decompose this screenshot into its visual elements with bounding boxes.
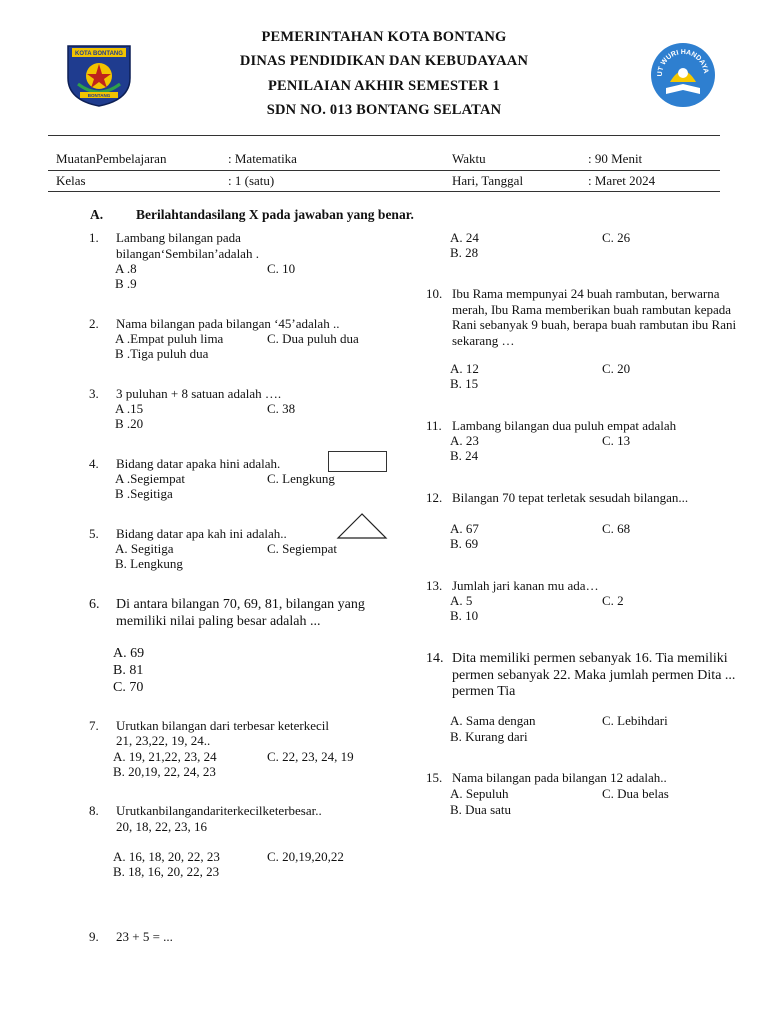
- option-a[interactable]: A. 19, 21,22, 23, 24: [113, 749, 217, 764]
- question-12: [426, 490, 756, 554]
- question-9-options: [426, 230, 746, 262]
- option-b[interactable]: B. 10: [450, 608, 479, 623]
- subject-label: MuatanPembelajaran: [56, 151, 167, 166]
- option-a[interactable]: A. 24: [450, 230, 479, 245]
- option-b[interactable]: B .20: [115, 416, 144, 431]
- option-c[interactable]: C. 20,19,20,22: [267, 849, 344, 864]
- time-value: : 90 Menit: [588, 151, 643, 166]
- option-c[interactable]: C. 2: [602, 593, 624, 608]
- option-c[interactable]: C. Lebihdari: [602, 713, 668, 728]
- question-text: Di antara bilangan 70, 69, 81, bilangan yang memiliki nilai paling besar adalah ...: [116, 597, 365, 629]
- class-label: Kelas: [56, 173, 86, 188]
- option-b[interactable]: B. 18, 16, 20, 22, 23: [113, 864, 220, 879]
- class-value: : 1 (satu): [228, 173, 275, 188]
- option-b[interactable]: B. 28: [450, 245, 479, 260]
- question-number: 8.: [89, 803, 99, 818]
- option-c[interactable]: C. 26: [602, 230, 631, 245]
- option-a[interactable]: A. 69: [113, 646, 145, 661]
- question-text: Nama bilangan pada bilangan 12 adalah..: [452, 770, 667, 785]
- question-text: Lambang bilangan dua puluh empat adalah: [452, 418, 677, 433]
- question-number: 5.: [89, 526, 99, 541]
- question-9: [89, 929, 399, 949]
- logo-right-label: UT WURI HANDAYA: [656, 48, 710, 77]
- option-c[interactable]: C. 10: [267, 261, 296, 276]
- question-text: Urutkanbilangandariterkecilketerbesar..: [116, 803, 322, 818]
- question-text: Bidang datar apaka hini adalah.: [116, 456, 281, 471]
- option-b[interactable]: B. 20,19, 22, 24, 23: [113, 764, 216, 779]
- option-a[interactable]: A. 16, 18, 20, 22, 23: [113, 849, 220, 864]
- question-text: 3 puluhan + 8 satuan adalah ….: [116, 386, 282, 401]
- question-text: Nama bilangan pada bilangan ‘45’adalah ..: [116, 316, 340, 331]
- question-number: 15.: [426, 770, 443, 785]
- option-c[interactable]: C. 70: [113, 680, 144, 695]
- option-c[interactable]: C. Segiempat: [267, 541, 338, 556]
- question-number: 12.: [426, 490, 443, 505]
- option-a[interactable]: A. Sama dengan: [450, 713, 536, 728]
- question-2: [89, 316, 399, 364]
- option-b[interactable]: B. 15: [450, 376, 479, 391]
- time-label: Waktu: [452, 151, 486, 166]
- header-line-1: PEMERINTAHAN KOTA BONTANG: [261, 29, 507, 45]
- option-c[interactable]: C. 68: [602, 521, 631, 536]
- header-line-2: DINAS PENDIDIKAN DAN KEBUDAYAAN: [239, 53, 529, 69]
- option-b[interactable]: B .Segitiga: [115, 486, 173, 501]
- option-b[interactable]: B .Tiga puluh dua: [115, 346, 209, 361]
- option-a[interactable]: A. Segitiga: [115, 541, 174, 556]
- option-a[interactable]: A. 12: [450, 361, 479, 376]
- option-a[interactable]: A .Segiempat: [115, 471, 186, 486]
- question-number: 6.: [89, 597, 100, 612]
- question-text: Lambang bilangan pada bilangan‘Sembilan’adalah .: [116, 230, 259, 261]
- option-c[interactable]: C. 20: [602, 361, 631, 376]
- option-b[interactable]: B. 81: [113, 663, 144, 678]
- option-a[interactable]: A .Empat puluh lima: [115, 331, 224, 346]
- header-line-4: SDN NO. 013 BONTANG SELATAN: [266, 102, 502, 118]
- question-text-line-2: 20, 18, 22, 23, 16: [116, 819, 207, 834]
- option-a[interactable]: A .15: [115, 401, 144, 416]
- option-a[interactable]: A. 5: [450, 593, 473, 608]
- triangle-shape: [336, 512, 388, 544]
- logo-left-bottom-label: BONTANG: [87, 93, 111, 98]
- date-value: : Maret 2024: [588, 173, 656, 188]
- option-b[interactable]: B. Dua satu: [450, 802, 512, 817]
- logo-left-label: KOTA BONTANG: [75, 51, 123, 57]
- question-7: [89, 718, 399, 782]
- question-text: Dita memiliki permen sebanyak 16. Tia memiliki permen sebanyak 22. Maka jumlah permen Dita ... permen Tia: [452, 651, 736, 699]
- option-a[interactable]: A. Sepuluh: [450, 786, 509, 801]
- question-8: [89, 803, 399, 881]
- option-a[interactable]: A .8: [115, 261, 137, 276]
- question-10: [426, 286, 756, 394]
- question-3: [89, 386, 399, 434]
- option-c[interactable]: C. 13: [602, 433, 631, 448]
- question-number: 3.: [89, 386, 99, 401]
- question-14: [426, 651, 756, 751]
- question-text: Urutkan bilangan dari terbesar keterkecil: [116, 718, 329, 733]
- question-text: Bilangan 70 tepat terletak sesudah bilangan...: [452, 490, 689, 505]
- option-b[interactable]: B. Lengkung: [115, 556, 183, 571]
- option-a[interactable]: A. 23: [450, 433, 479, 448]
- question-number: 10.: [426, 286, 443, 301]
- divider-bottom: [48, 191, 720, 192]
- question-number: 1.: [89, 230, 99, 245]
- section-letter: A.: [90, 207, 104, 222]
- option-c[interactable]: C. 38: [267, 401, 296, 416]
- divider-meta: [48, 170, 720, 171]
- option-a[interactable]: A. 67: [450, 521, 479, 536]
- header-line-3: PENILAIAN AKHIR SEMESTER 1: [267, 78, 500, 94]
- date-label: Hari, Tanggal: [452, 173, 524, 188]
- option-c[interactable]: C. Dua puluh dua: [267, 331, 359, 346]
- question-text-line-2: 21, 23,22, 19, 24..: [116, 733, 211, 748]
- question-text: Ibu Rama mempunyai 24 buah rambutan, berwarna merah, Ibu Rama memberikan buah rambutan kepada Rani sebanyak 9 buah, berapa buah rambutan ibu Rani sekarang …: [452, 286, 737, 348]
- question-number: 2.: [89, 316, 99, 331]
- option-c[interactable]: C. Dua belas: [602, 786, 669, 801]
- question-number: 13.: [426, 578, 443, 593]
- divider-top: [48, 135, 720, 136]
- tut-wuri-handayani-logo: [650, 42, 716, 108]
- option-b[interactable]: B. 69: [450, 536, 479, 551]
- question-13: [426, 578, 756, 626]
- question-number: 4.: [89, 456, 99, 471]
- option-b[interactable]: B .9: [115, 276, 137, 291]
- subject-value: : Matematika: [228, 151, 297, 166]
- question-1: [89, 230, 399, 290]
- question-11: [426, 418, 756, 466]
- question-text: Jumlah jari kanan mu ada…: [452, 578, 599, 593]
- question-number: 9.: [89, 929, 99, 944]
- option-c[interactable]: C. 22, 23, 24, 19: [267, 749, 354, 764]
- question-6: [89, 597, 399, 697]
- kota-bontang-logo: [64, 40, 134, 108]
- question-number: 7.: [89, 718, 99, 733]
- option-b[interactable]: B. Kurang dari: [450, 729, 528, 744]
- rectangle-shape: [328, 451, 387, 472]
- question-number: 11.: [426, 418, 442, 433]
- question-text: 23 + 5 = ...: [116, 929, 173, 944]
- question-15: [426, 770, 756, 818]
- question-text: Bidang datar apa kah ini adalah..: [116, 526, 287, 541]
- section-instruction: Berilahtandasilang X pada jawaban yang benar.: [136, 207, 414, 222]
- option-b[interactable]: B. 24: [450, 448, 479, 463]
- question-number: 14.: [426, 651, 444, 666]
- option-c[interactable]: C. Lengkung: [267, 471, 335, 486]
